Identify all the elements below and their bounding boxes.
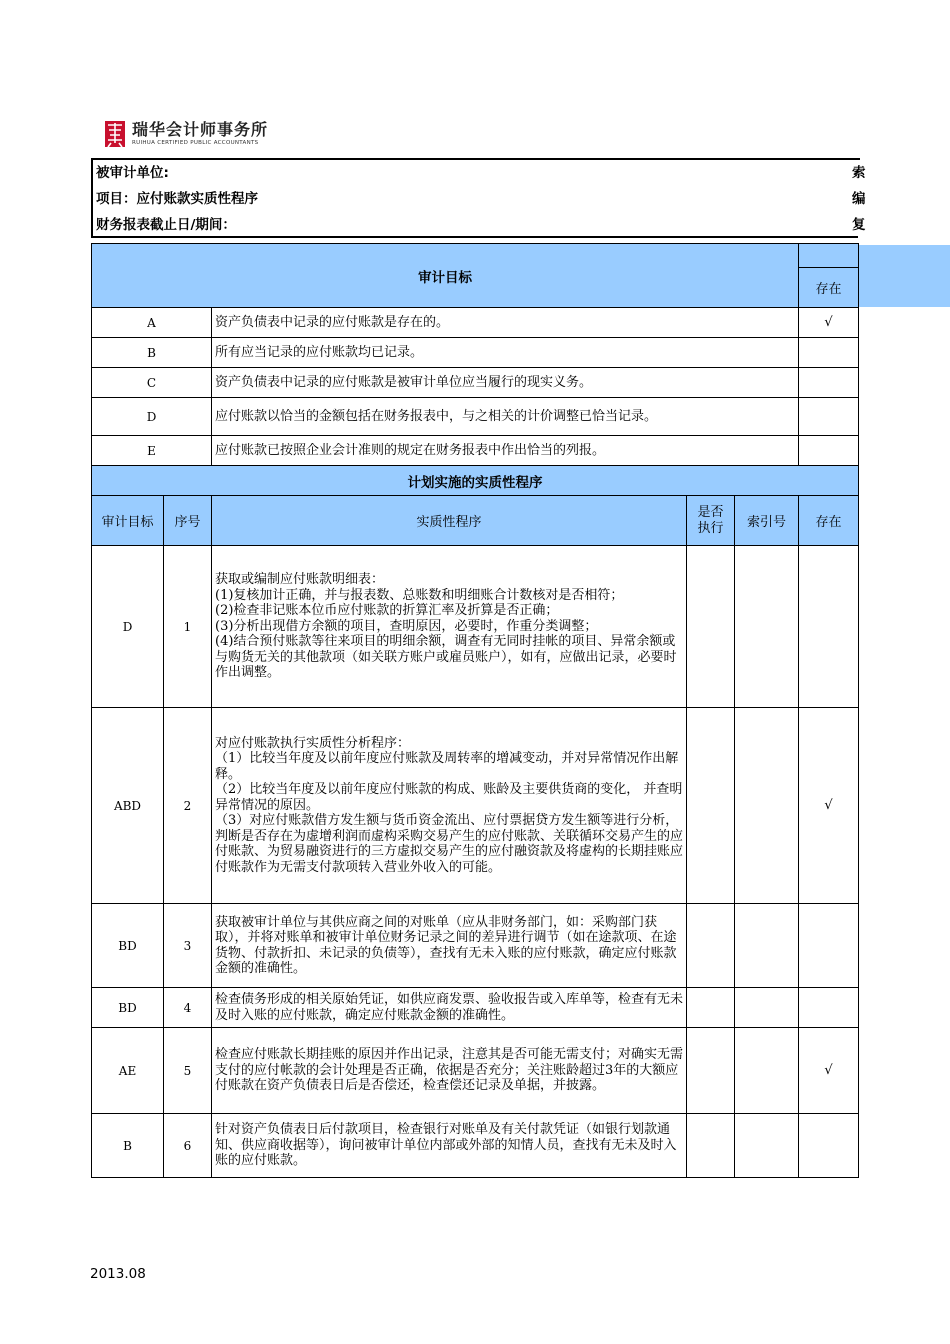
objective-text: 资产负债表中记录的应付账款是被审计单位应当履行的现实义务。 [212, 368, 799, 398]
firm-name-en: RUIHUA CERTIFIED PUBLIC ACCOUNTANTS [132, 140, 259, 146]
procedure-line: 对应付账款执行实质性分析程序： [215, 735, 411, 751]
procedure-line: 获取或编制应付账款明细表： [215, 572, 385, 588]
procedure-line: (1)复核加计正确，并与报表数、总账数和明细账合计数核对是否相符； [215, 587, 624, 603]
procedure-exist-mark: √ [799, 708, 859, 904]
client-label: 被审计单位: [96, 165, 169, 181]
objective-code: E [92, 436, 212, 466]
client-row [93, 160, 866, 186]
objective-text: 所有应当记录的应付账款均已记录。 [212, 338, 799, 368]
preparer-label-fragment: 编 [852, 191, 866, 207]
objective-code: D [92, 398, 212, 436]
procedure-line: 获取被审计单位与其供应商之间的对账单（应从非财务部门，如：采购部门获取），并将对账单和被审计单位财务记录之间的差异进行调节（如在途款项、在途货物、付款折扣、未记录的负债等），查找有无未入账的应付账款，确定应付账款金额的准确性。 [215, 914, 677, 976]
objective-text [212, 436, 799, 466]
procedure-seq: 3 [164, 904, 212, 988]
procedure-goal: BD [92, 904, 164, 988]
procedure-executed[interactable] [687, 708, 735, 904]
procedure-line: (3)分析出现借方余额的项目，查明原因，必要时，作重分类调整； [215, 618, 598, 634]
objective-exist-mark: √ [799, 308, 859, 338]
objectives-title: 审计目标 [92, 244, 799, 308]
table-row [92, 546, 859, 708]
procedure-goal: AE [92, 1028, 164, 1114]
procedure-exist-mark [799, 546, 859, 708]
footer-date: 2013.08 [90, 1266, 146, 1282]
procedure-text [212, 546, 687, 708]
procedure-exist-mark: √ [799, 1028, 859, 1114]
procedure-executed[interactable] [687, 546, 735, 708]
firm-logo-icon [104, 119, 126, 149]
procedure-exist-mark [799, 988, 859, 1028]
procedure-line: （1）比较当年度及以前年度应付账款及周转率的增减变动，并对异常情况作出解释。 [215, 751, 679, 782]
index-label-fragment: 索 [852, 165, 866, 181]
reviewer-label-fragment: 复 [852, 217, 866, 233]
procedure-index[interactable] [735, 546, 799, 708]
procedure-executed[interactable] [687, 1114, 735, 1178]
objective-code: B [92, 338, 212, 368]
objective-text: 资产负债表中记录的应付账款是存在的。 [212, 308, 799, 338]
table-row [92, 988, 859, 1028]
procedure-text [212, 708, 687, 904]
objective-exist-mark [799, 398, 859, 436]
objective-exist-mark [799, 368, 859, 398]
procedure-index[interactable] [735, 708, 799, 904]
procedure-goal: D [92, 546, 164, 708]
table-row [92, 1114, 859, 1178]
firm-name-cn: 瑞华会计师事务所 [132, 120, 269, 139]
objective-text [212, 398, 799, 436]
procedure-seq: 1 [164, 546, 212, 708]
procedures-title: 计划实施的实质性程序 [92, 466, 859, 496]
col-header-executed [687, 496, 735, 546]
project-label: 项目：应付账款实质性程序 [96, 191, 258, 207]
procedure-line: 检查债务形成的相关原始凭证，如供应商发票、验收报告或入库单等，检查有无未及时入账的应付账款，确定应付账款金额的准确性。 [215, 992, 683, 1023]
procedure-line: （3）对应付账款借方发生额与货币资金流出、应付票据贷方发生额等进行分析，判断是否存在为虚增利润而虚构采购交易产生的应付账款、关联循环交易产生的应付账款、为贸易融资进行的三方虚拟交易产生的应付融资款及将虚构的长期挂账应付账款作为无需支付款项转入营业外收入的可能。 [215, 813, 684, 875]
col-header-goal: 审计目标 [92, 496, 164, 546]
procedure-seq: 2 [164, 708, 212, 904]
objectives-exist-header: 存在 [799, 268, 859, 308]
header-divider [91, 236, 858, 238]
procedure-seq: 4 [164, 988, 212, 1028]
procedure-exist-mark [799, 1114, 859, 1178]
objectives-blank-header [799, 244, 859, 268]
procedure-executed[interactable] [687, 1028, 735, 1114]
procedure-text [212, 1114, 687, 1178]
procedure-executed[interactable] [687, 904, 735, 988]
procedure-line: 针对资产负债表日后付款项目，检查银行对账单及有关付款凭证（如银行划款通知、供应商收据等），询问被审计单位内部或外部的知情人员，查找有无未及时入账的应付账款。 [215, 1122, 677, 1169]
procedure-index[interactable] [735, 1114, 799, 1178]
procedure-goal: BD [92, 988, 164, 1028]
period-row [93, 212, 866, 238]
table-row [92, 904, 859, 988]
procedure-executed[interactable] [687, 988, 735, 1028]
table-row [92, 1028, 859, 1114]
col-header-exist: 存在 [799, 496, 859, 546]
procedure-line: （2）比较当年度及以前年度应付账款的构成、账龄及主要供货商的变化， 并查明异常情况的原因。 [215, 782, 683, 813]
document-header [91, 158, 866, 238]
procedure-seq: 6 [164, 1114, 212, 1178]
procedure-index[interactable] [735, 1028, 799, 1114]
table-row [92, 708, 859, 904]
firm-logo [104, 118, 268, 150]
col-header-seq: 序号 [164, 496, 212, 546]
col-header-executed-text: 是否执行 [697, 504, 724, 536]
header-blue-tab [858, 245, 950, 307]
objective-code: C [92, 368, 212, 398]
procedure-text [212, 1028, 687, 1114]
objective-code: A [92, 308, 212, 338]
procedure-index[interactable] [735, 988, 799, 1028]
procedure-index[interactable] [735, 904, 799, 988]
procedure-text [212, 904, 687, 988]
col-header-procedure: 实质性程序 [212, 496, 687, 546]
procedure-line: (4)结合预付账款等往来项目的明细余额，调查有无同时挂帐的项目、异常余额或与购货无关的其他款项（如关联方账户或雇员账户），如有，应做出记录，必要时作出调整。 [215, 634, 677, 681]
procedure-text [212, 988, 687, 1028]
objective-text-inner: 应付账款已按照企业会计准则的规定在财务报表中作出恰当的列报。 [215, 443, 606, 458]
period-label: 财务报表截止日/期间： [96, 217, 236, 233]
procedures-table [91, 243, 859, 1178]
procedure-goal: B [92, 1114, 164, 1178]
procedure-goal: ABD [92, 708, 164, 904]
objective-exist-mark [799, 436, 859, 466]
procedure-line: 检查应付账款长期挂账的原因并作出记录，注意其是否可能无需支付；对确实无需支付的应付帐款的会计处理是否正确，依据是否充分；关注账龄超过3年的大额应付账款在资产负债表日后是否偿还，检查偿还记录及单据，并披露。 [215, 1047, 684, 1094]
objective-text-inner: 应付账款以恰当的金额包括在财务报表中，与之相关的计价调整已恰当记录。 [215, 409, 658, 424]
procedure-seq: 5 [164, 1028, 212, 1114]
procedure-line: (2)检查非记账本位币应付账款的折算汇率及折算是否正确； [215, 603, 559, 619]
project-row [93, 186, 866, 212]
objective-exist-mark [799, 338, 859, 368]
procedure-exist-mark [799, 904, 859, 988]
col-header-index: 索引号 [735, 496, 799, 546]
